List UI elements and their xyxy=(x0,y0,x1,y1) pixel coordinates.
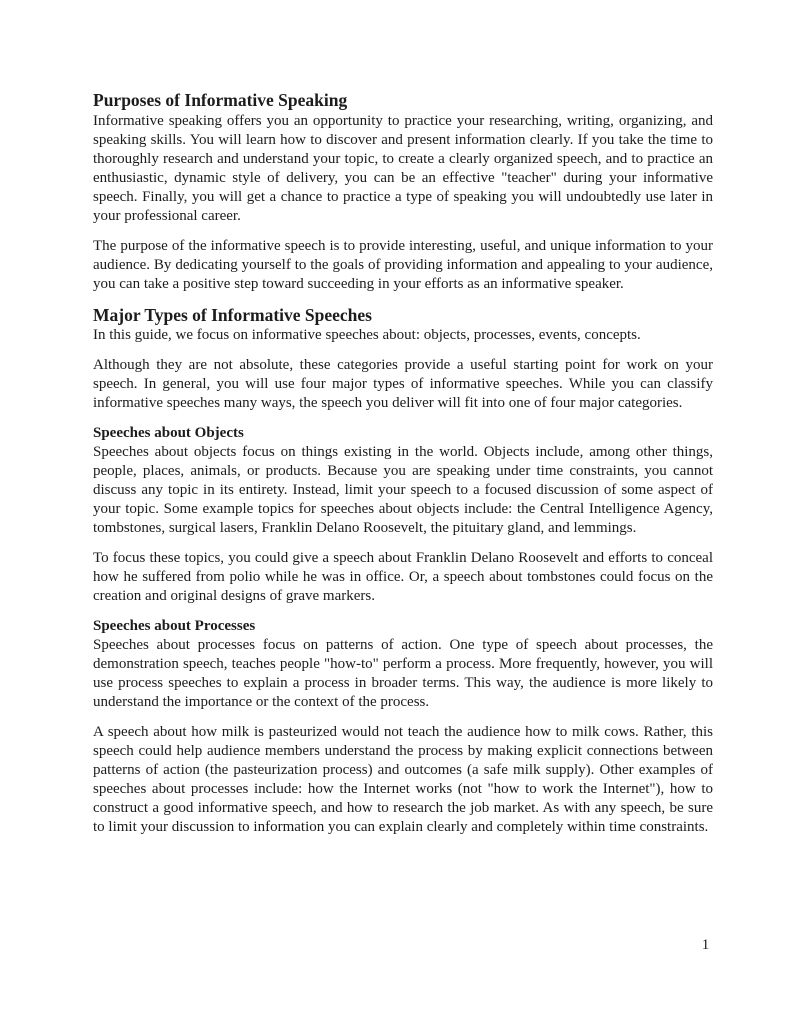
subheading-speeches-objects: Speeches about Objects xyxy=(93,425,244,441)
paragraph-objects-2: To focus these topics, you could give a speech about Franklin Delano Roosevelt and efforts to conceal how he suffered from polio while he was in office. Or, a speech about tombstones could focus on the creation and original designs of grave markers. xyxy=(93,550,713,604)
paragraph-major-types-1: In this guide, we focus on informative speeches about: objects, processes, events, concepts. xyxy=(93,327,641,343)
section-heading-purposes: Purposes of Informative Speaking xyxy=(93,90,348,110)
paragraph-major-types-2: Although they are not absolute, these categories provide a useful starting point for work on your speech. In general, you will use four major types of informative speeches. While you can classify informative speeches many ways, the speech you deliver will fit into one of four major categories. xyxy=(93,357,713,411)
section-heading-major-types: Major Types of Informative Speeches xyxy=(93,304,372,325)
paragraph-processes-2: A speech about how milk is pasteurized would not teach the audience how to milk cows. Rather, this speech could help audience members understand the process by making explicit connections between patterns of action (the pasteurization process) and outcomes (a safe milk supply). Other examples of speeches about processes include: how the Internet works (not "how to work the Internet"), how to construct a good informative speech, and how to research the job market. As with any speech, be sure to limit your discussion to information you can explain clearly and completely within time constraints. xyxy=(93,724,713,835)
paragraph-purposes-1: Informative speaking offers you an opportunity to practice your researching, writing, organizing, and speaking skills. You will learn how to discover and present information clearly. If you take the time to thoroughly research and understand your topic, to create a clearly organized speech, and to practice an enthusiastic, dynamic style of delivery, you can be an effective "teacher" during your informative speech. Finally, you will get a chance to practice a type of speaking you will undoubtedly use later in your professional career. xyxy=(93,112,713,224)
document-body xyxy=(93,90,713,848)
page-number: 1 xyxy=(701,937,710,953)
paragraph-purposes-2: The purpose of the informative speech is to provide interesting, useful, and unique information to your audience. By dedicating yourself to the goals of providing information and appealing to your audience, you can take a positive step toward succeeding in your efforts as an informative speaker. xyxy=(93,237,713,292)
subheading-speeches-processes: Speeches about Processes xyxy=(93,618,256,634)
paragraph-processes-1: Speeches about processes focus on patterns of action. One type of speech about processes, the demonstration speech, teaches people "how-to" perform a process. More frequently, however, you will use process speeches to explain a process in broader terms. This way, the audience is more likely to understand the importance or the context of the process. xyxy=(93,637,713,710)
paragraph-objects-1: Speeches about objects focus on things existing in the world. Objects include, among other things, people, places, animals, or products. Because you are speaking under time constraints, you cannot discuss any topic in its entirety. Instead, limit your speech to a focused discussion of some aspect of your topic. Some example topics for speeches about objects include: the Central Intelligence Agency, tombstones, surgical lasers, Franklin Delano Roosevelt, the pituitary gland, and lemmings. xyxy=(93,444,713,536)
